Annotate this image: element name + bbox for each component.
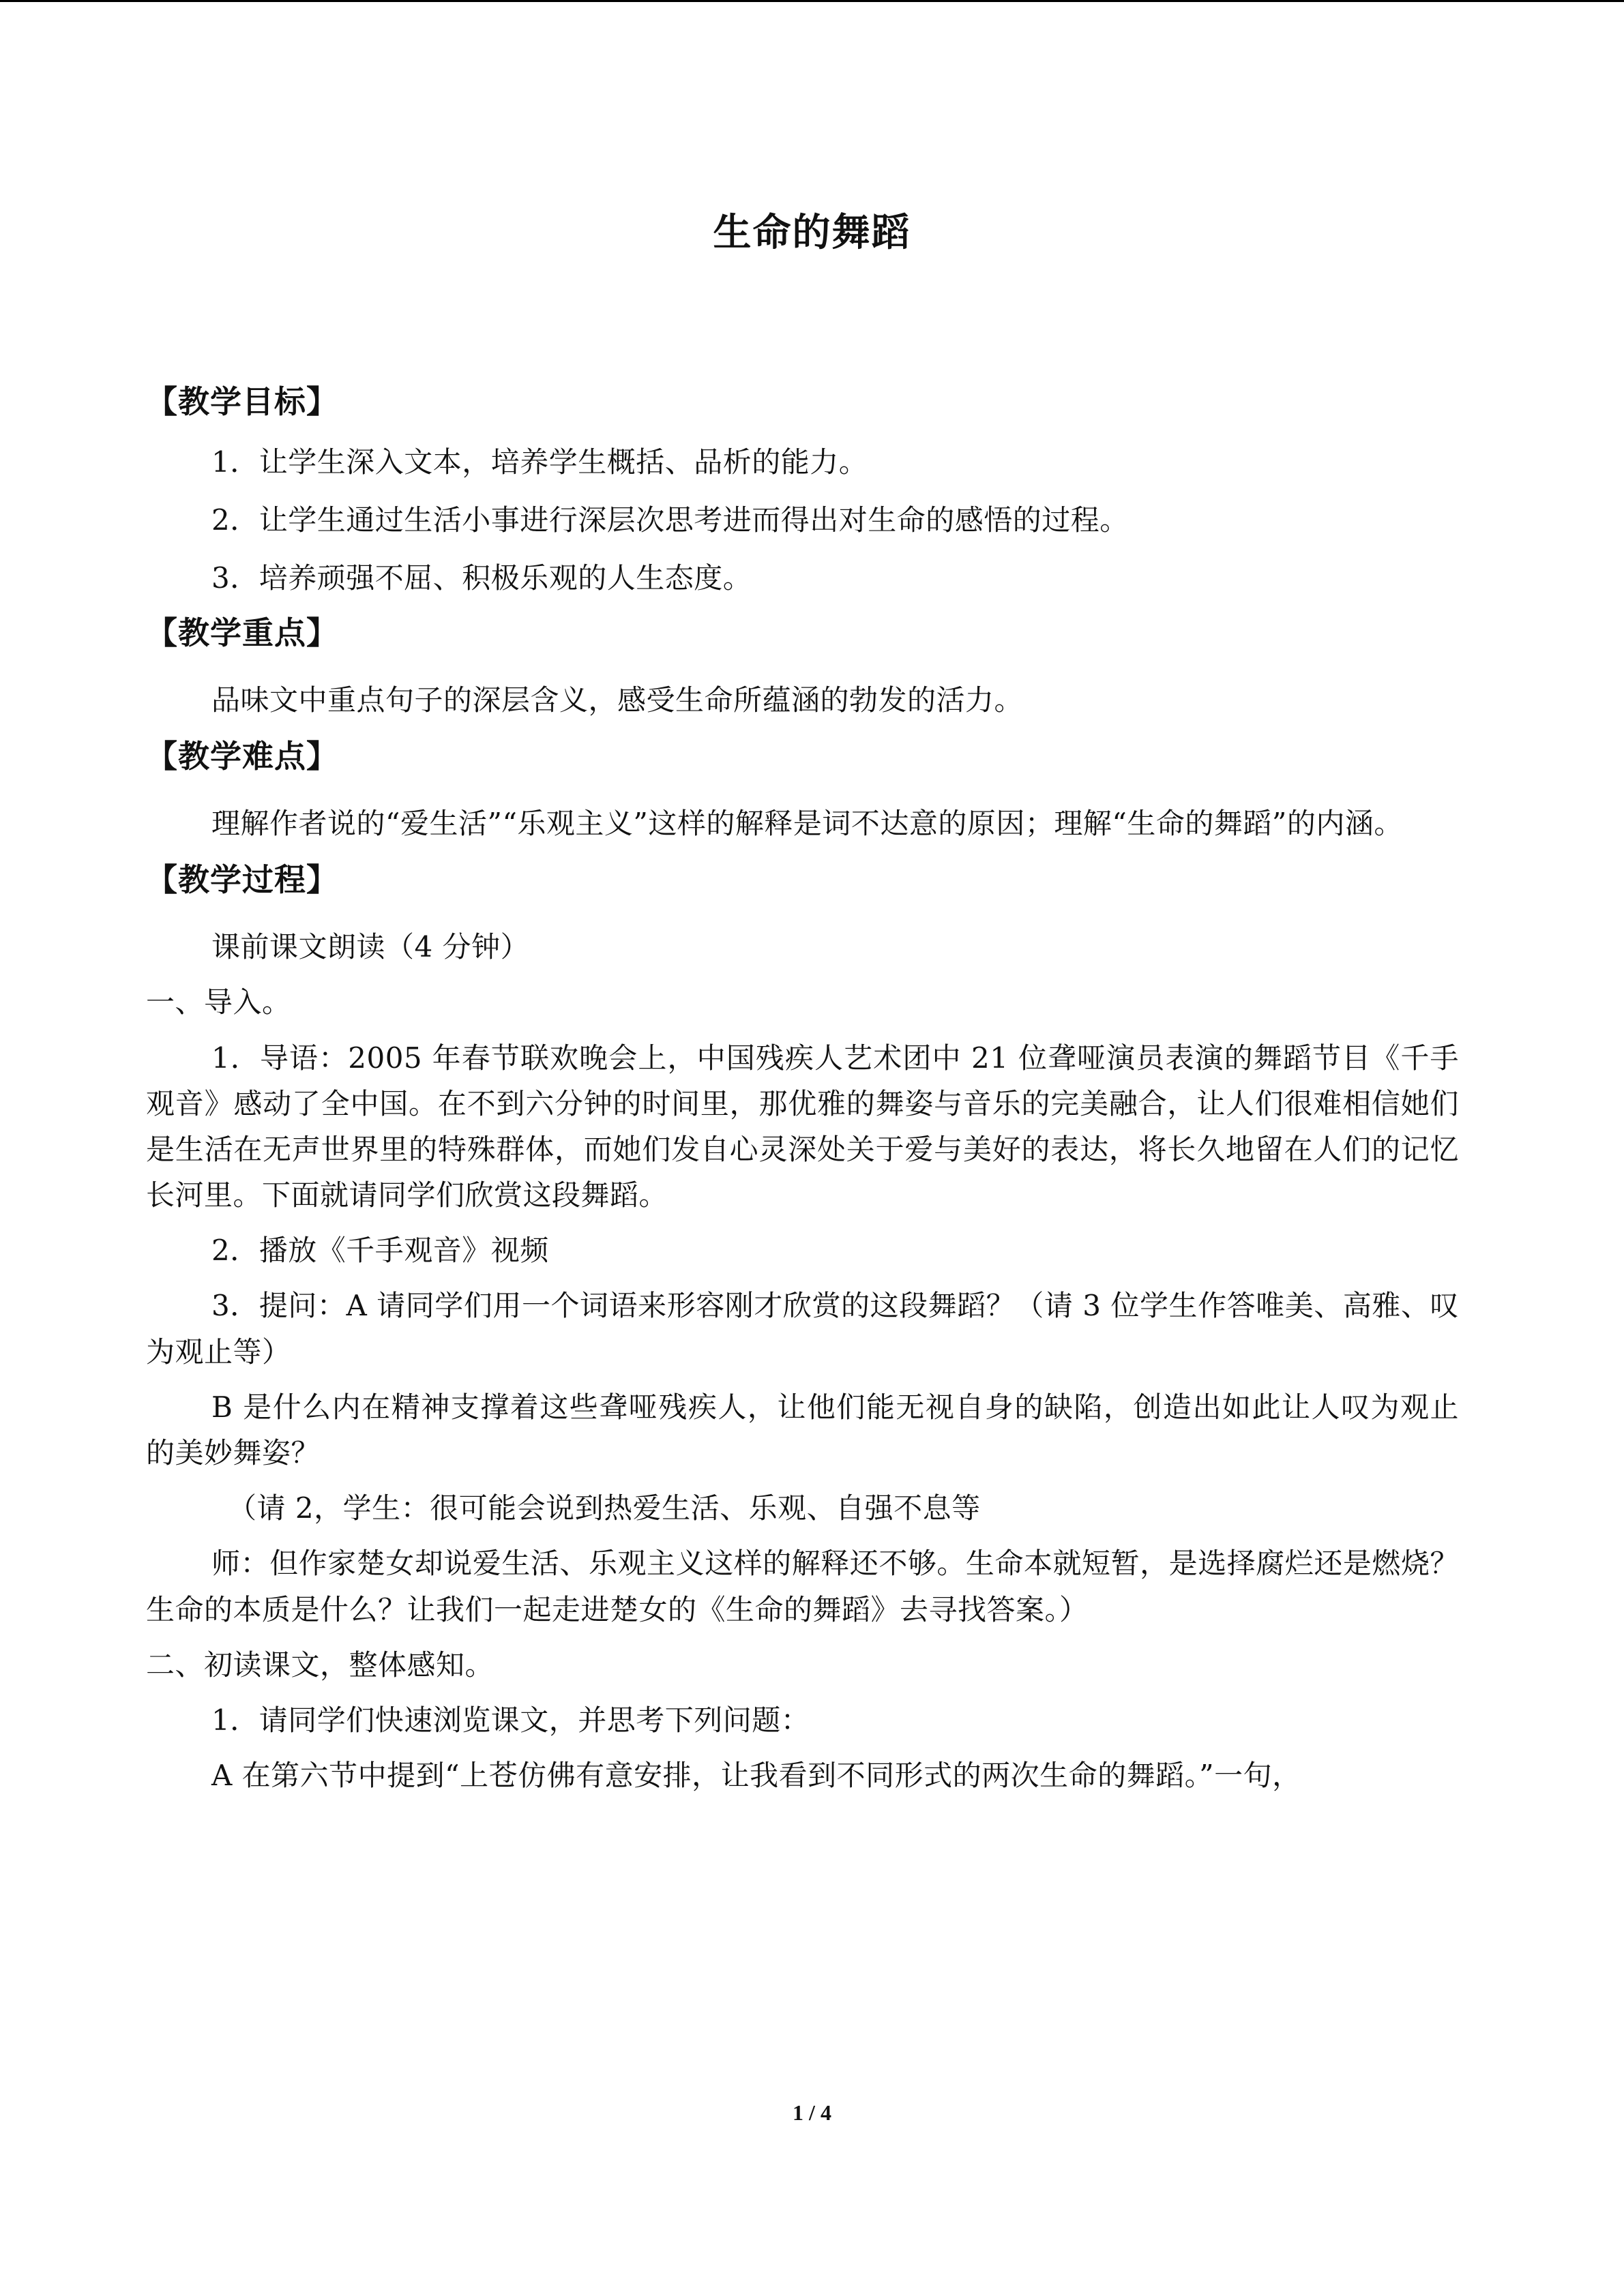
process-line: 1．请同学们快速浏览课文，并思考下列问题： (211, 1703, 810, 1737)
document-title: 生命的舞蹈 (713, 211, 911, 255)
process-line: 课前课文朗读（4 分钟） (211, 930, 530, 964)
process-line: 3．提问：A 请同学们用一个词语来形容刚才欣赏的这段舞蹈？（请 3 位学生作答唯美、高雅、叹为观止等） (146, 1289, 1459, 1369)
page-number: 1 / 4 (793, 2100, 831, 2125)
process-line: A 在第六节中提到“上苍仿佛有意安排，让我看到不同形式的两次生命的舞蹈。”一句， (211, 1759, 1301, 1793)
process-line: 1．导语：2005 年春节联欢晚会上，中国残疾人艺术团中 21 位聋哑演员表演的舞蹈节目《千手观音》感动了全中国。在不到六分钟的时间里，那优雅的舞姿与音乐的完美融合，让人们很难相信她们是生活在无声世界里的特殊群体，而她们发自心灵深处关于爱与美好的表达，将长久地留在人们的记忆长河里。下面就请同学们欣赏这段舞蹈。 (146, 1041, 1459, 1212)
process-line: B 是什么内在精神支撑着这些聋哑残疾人，让他们能无视自身的缺陷，创造出如此让人叹为观止的美妙舞姿？ (146, 1390, 1459, 1470)
process-line: （请 2，学生：很可能会说到热爱生活、乐观、自强不息等 (228, 1491, 981, 1525)
keypoints-text: 品味文中重点句子的深层含义，感受生命所蕴涵的勃发的活力。 (211, 683, 1024, 717)
section-heading-difficulties: 【教学难点】 (146, 738, 338, 775)
process-line: 2．播放《千手观音》视频 (211, 1234, 549, 1268)
objective-item: 1．让学生深入文本，培养学生概括、品析的能力。 (211, 445, 868, 479)
process-line: 一、导入。 (146, 985, 291, 1019)
difficulties-text: 理解作者说的“爱生活”“乐观主义”这样的解释是词不达意的原因；理解“生命的舞蹈”的内涵。 (211, 807, 1403, 841)
process-line: 二、初读课文，整体感知。 (146, 1648, 494, 1682)
section-heading-objectives: 【教学目标】 (146, 383, 338, 420)
objective-item: 2．让学生通过生活小事进行深层次思考进而得出对生命的感悟的过程。 (211, 503, 1129, 537)
document-body (146, 382, 1459, 1798)
objective-item: 3．培养顽强不屈、积极乐观的人生态度。 (211, 561, 752, 595)
section-heading-keypoints: 【教学重点】 (146, 614, 338, 652)
process-line: 师：但作家楚女却说爱生活、乐观主义这样的解释还不够。生命本就短暂，是选择腐烂还是燃烧？生命的本质是什么？让我们一起走进楚女的《生命的舞蹈》去寻找答案。） (146, 1547, 1459, 1626)
section-heading-process: 【教学过程】 (146, 861, 338, 899)
